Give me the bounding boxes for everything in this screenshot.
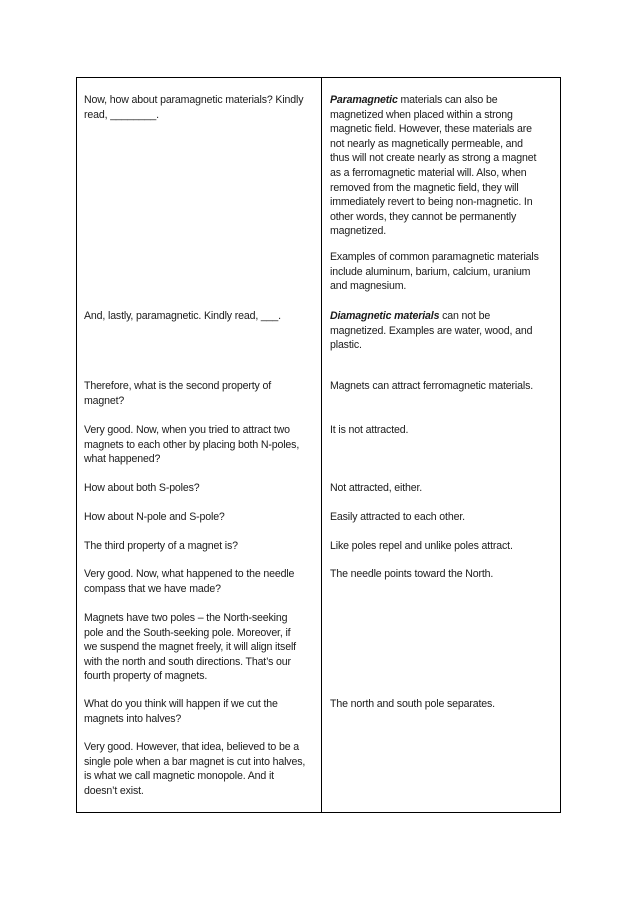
student-answer-second-property: Magnets can attract ferromagnetic materials.	[330, 380, 534, 392]
term-paramagnetic: Paramagnetic	[330, 94, 398, 106]
teacher-question-second-property: Therefore, what is the second property of magnet?	[84, 380, 271, 407]
teacher-question-s-poles: How about both S-poles?	[84, 482, 200, 494]
student-response-paramagnetic	[330, 93, 556, 239]
teacher-question-compass: Very good. Now, what happened to the needle compass that we have made?	[84, 568, 295, 595]
teacher-question-cut-halves: What do you think will happen if we cut the magnets into halves?	[84, 698, 278, 725]
column-divider	[321, 77, 322, 813]
student-answer-cut-halves: The north and south pole separates.	[330, 698, 495, 710]
teacher-statement-monopole: Very good. However, that idea, believed to be a single pole when a bar magnet is cut into halves, is what we call magnetic monopole. And it doesn’t exist.	[84, 741, 306, 797]
paramagnetic-examples: Examples of common paramagnetic materials include aluminum, barium, calcium, uranium and magnesium.	[330, 251, 539, 293]
term-diamagnetic: Diamagnetic materials	[330, 310, 440, 322]
student-answer-third-property: Like poles repel and unlike poles attract.	[330, 540, 513, 552]
diamagnetic-definition: can not be magnetized. Examples are water, wood, and plastic.	[330, 310, 533, 352]
teacher-prompt-paramagnetic: Now, how about paramagnetic materials? Kindly read, ________.	[84, 94, 304, 121]
student-answer-n-poles: It is not attracted.	[330, 424, 409, 436]
student-answer-compass: The needle points toward the North.	[330, 568, 494, 580]
teacher-prompt-diamagnetic: And, lastly, paramagnetic. Kindly read, ___.	[84, 310, 281, 322]
teacher-statement-fourth-property: Magnets have two poles – the North-seeking pole and the South-seeking pole. Moreover, if we suspend the magnet freely, it will align itself with the north and south directions. That’s our fourth property of magnets.	[84, 612, 296, 683]
teacher-question-n-s-pole: How about N-pole and S-pole?	[84, 511, 225, 523]
student-answer-n-s-pole: Easily attracted to each other.	[330, 511, 465, 523]
student-answer-s-poles: Not attracted, either.	[330, 482, 423, 494]
student-response-diamagnetic	[330, 309, 556, 353]
teacher-question-third-property: The third property of a magnet is?	[84, 540, 238, 552]
paramagnetic-definition: materials can also be magnetized when placed within a strong magnetic field. However, these materials are not nearly as magnetically permeable, and thus will not create nearly as strong a magnet as a ferromagnetic material will. Also, when removed from the magnetic field, they will immediately revert to being non-magnetic. In other words, they cannot be permanently magnetized.	[330, 94, 537, 238]
teacher-question-n-poles: Very good. Now, when you tried to attract two magnets to each other by placing both N-poles, what happened?	[84, 424, 300, 466]
